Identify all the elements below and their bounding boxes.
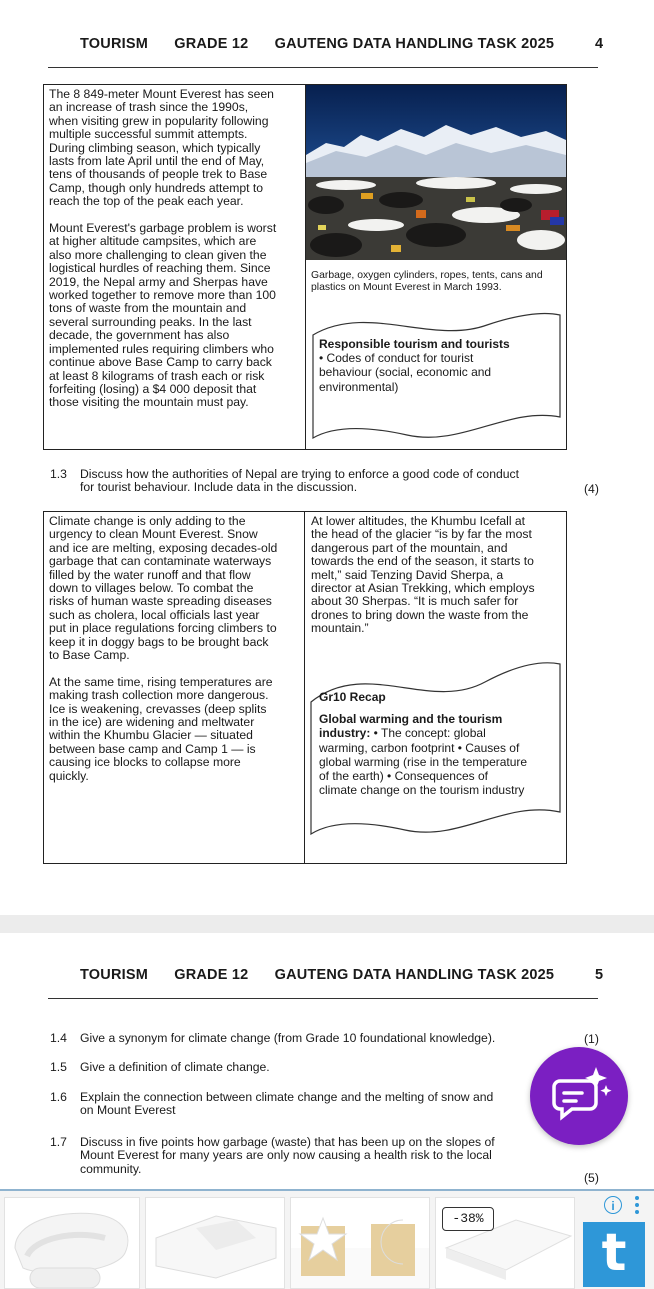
question-marks: (5) bbox=[584, 1171, 599, 1185]
recap-title-line: industry: bbox=[319, 726, 371, 741]
article-line: between base camp and Camp 1 — is bbox=[49, 741, 256, 756]
question-number: 1.5 bbox=[50, 1060, 67, 1074]
article-line: reach the top of the peak each year. bbox=[49, 194, 244, 209]
article-line: causing ice blocks to collapse more bbox=[49, 755, 241, 770]
article-line: During climbing season, which typically bbox=[49, 140, 261, 155]
article-2-text-left bbox=[49, 515, 304, 783]
question-number: 1.4 bbox=[50, 1031, 67, 1045]
article-2-text-right bbox=[311, 515, 566, 636]
question-number: 1.6 bbox=[50, 1090, 67, 1104]
ad-more-options-icon[interactable] bbox=[634, 1196, 640, 1216]
header-page-number: 5 bbox=[595, 967, 604, 983]
article-line: decade, the government has also bbox=[49, 328, 230, 343]
article-line: urgency to clean Mount Everest. Snow bbox=[49, 527, 258, 542]
question-line: Give a synonym for climate change (from Grade 10 foundational knowledge). bbox=[80, 1031, 496, 1045]
recap-title-line: Global warming and the tourism bbox=[319, 712, 503, 727]
question-text bbox=[80, 1091, 493, 1118]
ad-product-bath-seat[interactable] bbox=[4, 1197, 140, 1289]
scroll-1-content bbox=[319, 337, 554, 394]
article-line: at least 8 kilograms of trash each or risk bbox=[49, 368, 265, 383]
article-line: multiple successful summit attempts. bbox=[49, 127, 248, 142]
question-line: community. bbox=[80, 1161, 142, 1176]
question-line: Discuss how the authorities of Nepal are trying to enforce a good code of conduct bbox=[80, 467, 520, 481]
recap-heading: Gr10 Recap bbox=[319, 690, 386, 704]
article-line bbox=[49, 662, 304, 675]
article-line: those visiting the mountain must pay. bbox=[49, 395, 249, 410]
page-separator bbox=[0, 915, 654, 933]
article-line: mountain.” bbox=[311, 621, 369, 636]
question-1-3 bbox=[50, 468, 570, 498]
discount-badge: -38% bbox=[442, 1207, 494, 1231]
article-line: such as cholera, local officials last year bbox=[49, 607, 260, 622]
article-line: Climate change is only adding to the bbox=[49, 514, 246, 528]
question-number: 1.7 bbox=[50, 1135, 67, 1149]
photo-caption bbox=[311, 270, 566, 294]
question-line: on Mount Everest bbox=[80, 1103, 176, 1118]
article-line: Camp, though only hundreds attempt to bbox=[49, 180, 264, 195]
article-line: down to villages below. To combat the bbox=[49, 581, 254, 596]
column-divider bbox=[304, 512, 305, 863]
article-box-1 bbox=[43, 84, 567, 450]
article-line: drones to bring down the waste from the bbox=[311, 607, 529, 622]
article-line: towards the end of the season, it starts to bbox=[311, 554, 534, 569]
caption-line: Garbage, oxygen cylinders, ropes, tents, cans and bbox=[311, 270, 543, 281]
article-line: when visiting grew in popularity following bbox=[49, 113, 269, 128]
ad-info-icon[interactable]: i bbox=[604, 1196, 622, 1214]
article-text-left bbox=[49, 88, 304, 410]
article-line: implemented rules requiring climbers who bbox=[49, 341, 274, 356]
ad-brand-logo[interactable]: t bbox=[583, 1222, 645, 1287]
article-line: several surrounding peaks. In the last bbox=[49, 314, 252, 329]
article-line: director at Asian Trekking, which employs bbox=[311, 581, 535, 596]
article-line: lasts from late April until the end of May, bbox=[49, 154, 265, 169]
article-line: filled by the water runoff and that flow bbox=[49, 567, 251, 582]
scroll-2-content bbox=[319, 690, 557, 797]
question-line: Explain the connection between climate change and the melting of snow and bbox=[80, 1090, 494, 1104]
article-line: within the Khumbu Glacier — situated bbox=[49, 728, 253, 743]
header-subject: TOURISM bbox=[80, 36, 148, 52]
article-line bbox=[49, 209, 304, 222]
article-line: garbage that can contaminate waterways bbox=[49, 554, 272, 569]
header-task: GAUTENG DATA HANDLING TASK 2025 bbox=[274, 967, 555, 983]
article-line: put in place regulations forcing climbers to bbox=[49, 621, 277, 636]
article-line: and ice are melting, exposing decades-old bbox=[49, 540, 278, 555]
scroll-1-line: behaviour (social, economic and bbox=[319, 365, 492, 380]
recap-line: global warming (rise in the temperature bbox=[319, 754, 528, 769]
article-line: in the ice) are widening and meltwater bbox=[49, 715, 255, 730]
article-line: continue above Base Camp to carry back bbox=[49, 355, 272, 370]
article-box-2 bbox=[43, 511, 567, 864]
article-line: tons of waste from the mountain and bbox=[49, 301, 247, 316]
question-text bbox=[80, 1061, 270, 1074]
article-line: risks of human waste spreading diseases bbox=[49, 594, 272, 609]
question-line: Discuss in five points how garbage (waste) that has been up on the slopes of bbox=[80, 1135, 495, 1149]
page-header bbox=[80, 967, 604, 983]
article-line: logistical hurdles of reaching them. Since bbox=[49, 261, 271, 276]
article-line: The 8 849-meter Mount Everest has seen bbox=[49, 87, 274, 101]
question-marks: (4) bbox=[584, 482, 599, 496]
question-text bbox=[80, 1032, 495, 1045]
header-page-number: 4 bbox=[595, 36, 604, 52]
article-line: At the same time, rising temperatures are bbox=[49, 674, 273, 689]
header-rule bbox=[48, 998, 598, 999]
scroll-1-title: Responsible tourism and tourists bbox=[319, 337, 510, 351]
question-number: 1.3 bbox=[50, 467, 67, 481]
article-line: the head of the glacier “is by far the most bbox=[311, 527, 532, 542]
article-line: melt,” said Tenzing David Sherpa, a bbox=[311, 567, 504, 582]
scroll-1-line: environmental) bbox=[319, 379, 399, 394]
article-line: keep it in doggy bags to be brought back bbox=[49, 634, 269, 649]
question-marks: (1) bbox=[584, 1032, 599, 1046]
article-line: dangerous part of the mountain, and bbox=[311, 540, 508, 555]
article-line: at higher altitude campsites, which are bbox=[49, 234, 257, 249]
recap-line: climate change on the tourism industry bbox=[319, 783, 525, 798]
article-line: also more challenging to clean given the bbox=[49, 247, 267, 262]
question-line: Give a definition of climate change. bbox=[80, 1060, 270, 1074]
header-rule bbox=[48, 67, 598, 68]
recap-line: of the earth) • Consequences of bbox=[319, 769, 488, 784]
scroll-1-line: • Codes of conduct for tourist bbox=[319, 351, 474, 366]
recap-line: warming, carbon footprint • Causes of bbox=[319, 740, 520, 755]
ad-product-wedge-pillow[interactable] bbox=[145, 1197, 285, 1289]
article-line: about 30 Sherpas. “It is much safer for bbox=[311, 594, 519, 609]
chat-sparkle-icon bbox=[530, 1047, 628, 1145]
article-line: forfeiting (losing) a $4 000 deposit that bbox=[49, 381, 257, 396]
article-line: Mount Everest's garbage problem is worst bbox=[49, 221, 277, 236]
article-line: Ice is weakening, crevasses (deep splits bbox=[49, 701, 267, 716]
question-text bbox=[80, 1136, 495, 1176]
article-line: At lower altitudes, the Khumbu Icefall at bbox=[311, 514, 526, 528]
header-task: GAUTENG DATA HANDLING TASK 2025 bbox=[274, 36, 555, 52]
article-line: quickly. bbox=[49, 768, 89, 783]
header-subject: TOURISM bbox=[80, 967, 148, 983]
ai-chat-button[interactable] bbox=[530, 1047, 628, 1145]
page-header bbox=[80, 36, 604, 52]
article-line: tens of thousands of people trek to Base bbox=[49, 167, 268, 182]
question-line: Mount Everest for many years are only now causing a health risk to the local bbox=[80, 1148, 492, 1163]
question-line: for tourist behaviour. Include data in the discussion. bbox=[80, 480, 358, 495]
recap-line: • The concept: global bbox=[370, 726, 486, 741]
article-line: making trash collection more dangerous. bbox=[49, 688, 269, 703]
article-line: an increase of trash since the 1990s, bbox=[49, 100, 249, 115]
caption-line: plastics on Mount Everest in March 1993. bbox=[311, 282, 502, 293]
ad-product-nursery-lamps[interactable] bbox=[290, 1197, 430, 1289]
question-text bbox=[80, 468, 519, 495]
header-grade: GRADE 12 bbox=[174, 967, 249, 983]
article-line: to Base Camp. bbox=[49, 648, 130, 663]
ad-banner[interactable] bbox=[0, 1189, 654, 1289]
header-grade: GRADE 12 bbox=[174, 36, 249, 52]
article-line: worked together to remove more than 100 bbox=[49, 288, 276, 303]
everest-garbage-photo bbox=[306, 85, 566, 260]
article-line: 2019, the Nepal army and Sherpas have bbox=[49, 274, 268, 289]
